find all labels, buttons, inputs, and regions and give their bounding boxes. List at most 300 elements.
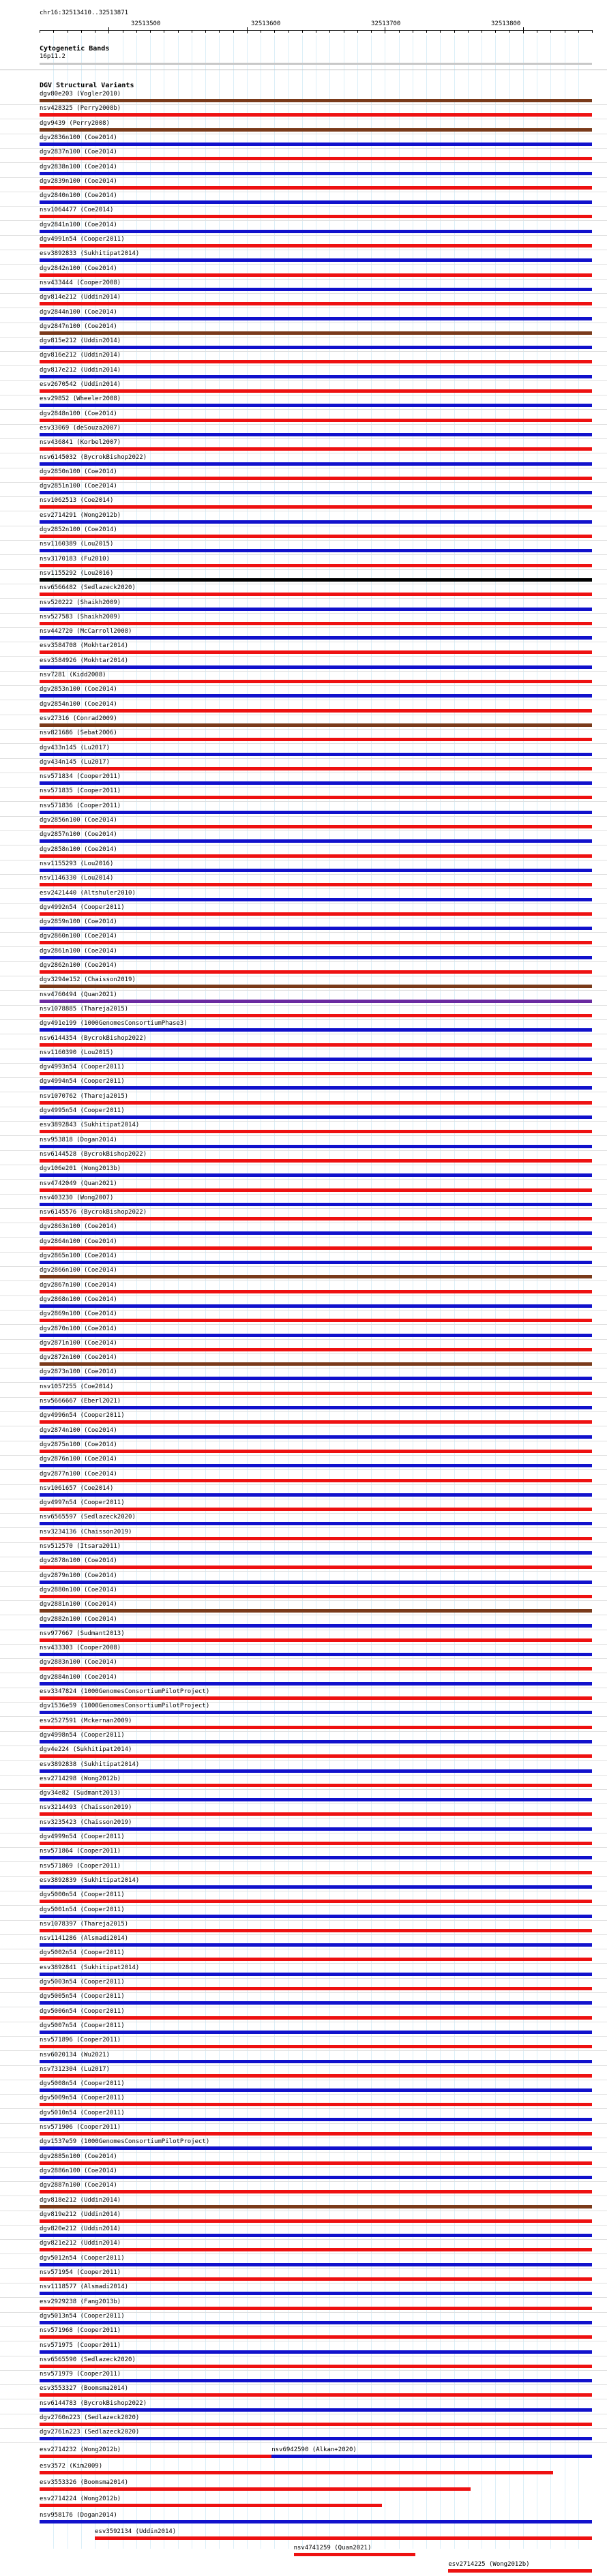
sv-feature[interactable]: [0, 1529, 607, 1544]
sv-feature-label[interactable]: dgv2875n100 (Coe2014): [40, 1441, 117, 1448]
sv-feature[interactable]: [0, 2153, 607, 2168]
sv-feature-bar[interactable]: [40, 128, 592, 132]
sv-feature-label[interactable]: nsv1160389 (Lou2015): [40, 541, 114, 548]
sv-feature[interactable]: [0, 2182, 607, 2197]
sv-feature[interactable]: [0, 2008, 607, 2023]
sv-feature-label[interactable]: dgv433n145 (Lu2017): [40, 744, 110, 751]
sv-feature[interactable]: [0, 1746, 607, 1761]
sv-feature-label[interactable]: dgv2882n100 (Coe2014): [40, 1615, 117, 1623]
sv-feature-label[interactable]: nsv6942590 (Alkan+2020): [271, 2446, 357, 2453]
sv-feature-bar[interactable]: [40, 956, 592, 959]
sv-feature-label[interactable]: dgv9439 (Perry2008): [40, 119, 110, 127]
sv-feature[interactable]: [0, 1891, 607, 1906]
sv-feature-bar[interactable]: [40, 869, 592, 872]
sv-feature-bar[interactable]: [271, 2455, 592, 2458]
sv-feature-label[interactable]: nsv571968 (Cooper2011): [40, 2327, 121, 2335]
sv-feature-label[interactable]: dgv491e199 (1000GenomesConsortiumPhase3): [40, 1020, 188, 1028]
sv-feature-label[interactable]: nsv1141286 (Alsmadi2014): [40, 1935, 129, 1943]
sv-feature-bar[interactable]: [40, 1130, 592, 1133]
sv-feature-label[interactable]: dgv2844n100 (Coe2014): [40, 308, 117, 316]
sv-feature[interactable]: [0, 599, 607, 614]
sv-feature[interactable]: [0, 497, 607, 512]
sv-feature-label[interactable]: dgv819e212 (Uddin2014): [40, 2211, 121, 2218]
sv-feature[interactable]: [0, 686, 607, 701]
sv-feature-label[interactable]: nsv3170183 (Fu2010): [40, 555, 110, 563]
sv-feature[interactable]: [0, 1006, 607, 1021]
band-label[interactable]: 16p11.2: [40, 53, 65, 60]
sv-feature[interactable]: [0, 395, 607, 410]
sv-feature[interactable]: [0, 2283, 607, 2298]
sv-feature-label[interactable]: nsv571906 (Cooper2011): [40, 2124, 121, 2131]
sv-feature-label[interactable]: nsv6565590 (Sedlazeck2020): [40, 2356, 136, 2363]
sv-feature-label[interactable]: nsv4760494 (Quan2021): [40, 991, 117, 998]
sv-feature-bar[interactable]: [448, 2569, 592, 2573]
sv-feature[interactable]: [0, 2298, 607, 2313]
sv-feature-label[interactable]: dgv106e201 (Wong2013b): [40, 1165, 121, 1173]
sv-feature-bar[interactable]: [40, 1537, 592, 1540]
sv-feature-bar[interactable]: [40, 2016, 592, 2020]
sv-feature-bar[interactable]: [40, 1377, 592, 1380]
sv-feature-label[interactable]: dgv2866n100 (Coe2014): [40, 1267, 117, 1274]
sv-feature-bar[interactable]: [40, 1028, 592, 1032]
sv-feature[interactable]: [0, 236, 607, 251]
sv-feature-label[interactable]: dgv5002n54 (Cooper2011): [40, 1949, 125, 1957]
sv-feature-bar[interactable]: [40, 1173, 592, 1177]
sv-feature[interactable]: [0, 105, 607, 120]
sv-feature-label[interactable]: dgv4995n54 (Cooper2011): [40, 1107, 125, 1114]
sv-feature-label[interactable]: nsv571864 (Cooper2011): [40, 1848, 121, 1855]
sv-feature[interactable]: [0, 584, 607, 599]
sv-feature[interactable]: [0, 933, 607, 948]
sv-feature[interactable]: [0, 1412, 607, 1427]
sv-feature-bar[interactable]: [40, 1261, 592, 1264]
sv-feature[interactable]: [0, 773, 607, 788]
sv-feature-bar[interactable]: [40, 1943, 592, 1947]
sv-feature-bar[interactable]: [40, 389, 592, 393]
sv-feature[interactable]: [0, 1238, 607, 1253]
sv-feature-bar[interactable]: [40, 2132, 592, 2136]
sv-feature-bar[interactable]: [40, 1290, 592, 1293]
sv-feature-label[interactable]: dgv2862n100 (Coe2014): [40, 962, 117, 969]
sv-feature-bar[interactable]: [40, 1246, 592, 1250]
sv-feature-label[interactable]: nsv520222 (Shaikh2009): [40, 599, 121, 606]
sv-feature-label[interactable]: esv2421440 (Altshuler2010): [40, 889, 136, 897]
sv-feature[interactable]: [0, 1253, 607, 1268]
sv-feature-label[interactable]: nsv7312304 (Lu2017): [40, 2065, 110, 2073]
sv-feature-label[interactable]: esv27316 (Conrad2009): [40, 715, 117, 722]
sv-feature-bar[interactable]: [40, 1667, 592, 1671]
sv-feature-label[interactable]: esv3553327 (Boomsma2014): [40, 2385, 129, 2393]
sv-feature-label[interactable]: dgv2884n100 (Coe2014): [40, 1673, 117, 1681]
sv-feature[interactable]: [0, 730, 607, 745]
sv-feature-bar[interactable]: [40, 2060, 592, 2063]
sv-feature-bar[interactable]: [40, 1958, 592, 1961]
sv-feature-label[interactable]: nsv6145576 (BycrokBishop2022): [40, 1209, 147, 1216]
sv-feature[interactable]: [0, 817, 607, 832]
sv-feature-bar[interactable]: [40, 622, 592, 625]
sv-feature-bar[interactable]: [40, 1696, 592, 1700]
sv-feature-label[interactable]: dgv2761n223 (Sedlazeck2020): [40, 2429, 140, 2436]
sv-feature-bar[interactable]: [40, 796, 592, 799]
sv-feature-bar[interactable]: [40, 1551, 592, 1555]
sv-feature-label[interactable]: dgv5007n54 (Cooper2011): [40, 2022, 125, 2029]
sv-feature-bar[interactable]: [40, 1086, 592, 1090]
sv-feature-bar[interactable]: [40, 738, 592, 741]
sv-feature[interactable]: [0, 2414, 607, 2429]
sv-feature[interactable]: [0, 1543, 607, 1558]
sv-feature-label[interactable]: nsv1064477 (Coe2014): [40, 207, 114, 214]
sv-feature-label[interactable]: dgv2881n100 (Coe2014): [40, 1601, 117, 1608]
sv-feature-label[interactable]: esv3584708 (Mokhtar2014): [40, 642, 129, 650]
sv-feature[interactable]: [0, 2400, 607, 2415]
sv-feature[interactable]: [0, 1165, 607, 1180]
sv-feature[interactable]: [0, 1485, 607, 1500]
sv-feature-label[interactable]: dgv2887n100 (Coe2014): [40, 2182, 117, 2189]
sv-feature[interactable]: [0, 1848, 607, 1863]
sv-feature[interactable]: [0, 2240, 607, 2255]
sv-feature-bar[interactable]: [40, 2118, 592, 2121]
sv-feature-bar[interactable]: [40, 1231, 592, 1235]
sv-feature[interactable]: [0, 222, 607, 237]
sv-feature[interactable]: [0, 1427, 607, 1442]
sv-feature-label[interactable]: esv3892839 (Sukhitipat2014): [40, 1876, 140, 1884]
sv-feature-label[interactable]: dgv80e203 (Vogler2010): [40, 91, 121, 98]
sv-feature[interactable]: [0, 120, 607, 135]
sv-feature-bar[interactable]: [40, 1754, 592, 1758]
sv-feature[interactable]: [0, 352, 607, 367]
sv-feature-bar[interactable]: [40, 1740, 592, 1743]
sv-feature[interactable]: [0, 164, 607, 179]
sv-feature[interactable]: [0, 338, 607, 353]
sv-feature-bar[interactable]: [40, 520, 592, 524]
sv-feature-bar[interactable]: [40, 593, 592, 596]
sv-feature-label[interactable]: dgv2883n100 (Coe2014): [40, 1659, 117, 1666]
sv-feature[interactable]: [0, 2313, 607, 2328]
sv-feature[interactable]: [0, 1732, 607, 1747]
sv-feature-bar[interactable]: [40, 1798, 592, 1801]
sv-feature-bar[interactable]: [40, 186, 592, 190]
sv-feature[interactable]: [0, 1049, 607, 1064]
sv-feature[interactable]: [0, 1587, 607, 1602]
sv-feature-bar[interactable]: [40, 1392, 592, 1395]
sv-feature-bar[interactable]: [40, 2504, 382, 2507]
sv-feature[interactable]: [0, 657, 607, 672]
sv-feature[interactable]: [0, 1195, 607, 1210]
sv-feature[interactable]: [0, 1557, 607, 1572]
sv-feature[interactable]: [0, 323, 607, 338]
sv-feature-bar[interactable]: [40, 302, 592, 305]
sv-feature[interactable]: [0, 1151, 607, 1166]
sv-feature-bar[interactable]: [40, 767, 592, 770]
sv-feature-bar[interactable]: [40, 1871, 592, 1874]
sv-feature-bar[interactable]: [40, 2292, 592, 2295]
sv-feature-label[interactable]: dgv2854n100 (Coe2014): [40, 700, 117, 708]
sv-feature-bar[interactable]: [40, 2321, 592, 2324]
sv-feature-label[interactable]: dgv2837n100 (Coe2014): [40, 149, 117, 156]
sv-feature[interactable]: [0, 1368, 607, 1383]
sv-feature[interactable]: [0, 570, 607, 585]
sv-feature[interactable]: [0, 890, 607, 905]
sv-feature-bar[interactable]: [40, 1464, 592, 1467]
sv-feature[interactable]: [0, 2269, 607, 2284]
sv-feature-label[interactable]: dgv4991n54 (Cooper2011): [40, 236, 125, 243]
sv-feature[interactable]: [0, 1326, 607, 1341]
sv-feature[interactable]: [0, 2022, 607, 2037]
sv-feature[interactable]: [0, 2327, 607, 2342]
sv-feature-bar[interactable]: [40, 1115, 592, 1119]
sv-feature[interactable]: [0, 1078, 607, 1093]
sv-feature-label[interactable]: dgv2873n100 (Coe2014): [40, 1368, 117, 1376]
sv-feature[interactable]: [0, 1659, 607, 1674]
sv-feature-bar[interactable]: [40, 375, 592, 378]
sv-feature[interactable]: [0, 1020, 607, 1035]
sv-feature-bar[interactable]: [40, 2031, 592, 2034]
sv-feature-bar[interactable]: [40, 1900, 592, 1903]
sv-feature[interactable]: [0, 2356, 607, 2371]
sv-feature-label[interactable]: dgv2864n100 (Coe2014): [40, 1238, 117, 1245]
sv-feature[interactable]: [0, 614, 607, 629]
sv-feature[interactable]: [0, 1514, 607, 1529]
sv-feature[interactable]: [0, 948, 607, 963]
sv-feature-bar[interactable]: [40, 970, 592, 974]
sv-feature[interactable]: [0, 2066, 607, 2081]
sv-feature-label[interactable]: nsv433303 (Cooper2008): [40, 1645, 121, 1652]
sv-feature[interactable]: [0, 715, 607, 730]
sv-feature-bar[interactable]: [40, 2248, 592, 2251]
sv-feature[interactable]: [0, 1863, 607, 1878]
sv-feature[interactable]: [0, 134, 607, 149]
sv-feature[interactable]: [0, 1979, 607, 1994]
sv-feature-bar[interactable]: [40, 215, 592, 218]
sv-feature-bar[interactable]: [40, 549, 592, 552]
sv-feature-label[interactable]: dgv4997n54 (Cooper2011): [40, 1499, 125, 1507]
sv-feature[interactable]: [0, 178, 607, 193]
sv-feature-label[interactable]: dgv2868n100 (Coe2014): [40, 1296, 117, 1303]
sv-feature-bar[interactable]: [95, 2536, 592, 2540]
sv-feature[interactable]: [0, 1209, 607, 1224]
sv-feature-label[interactable]: esv3553326 (Boomsma2014): [40, 2478, 129, 2486]
sv-feature-label[interactable]: dgv4e224 (Sukhitipat2014): [40, 1746, 132, 1754]
sv-feature[interactable]: [0, 745, 607, 760]
sv-feature-bar[interactable]: [40, 2520, 592, 2523]
sv-feature[interactable]: [0, 439, 607, 454]
sv-feature-bar[interactable]: [40, 1203, 592, 1206]
sv-feature-bar[interactable]: [40, 564, 592, 567]
sv-feature-bar[interactable]: [40, 2161, 592, 2165]
sv-feature-bar[interactable]: [40, 99, 592, 102]
sv-feature[interactable]: [0, 2197, 607, 2212]
sv-feature-bar[interactable]: [40, 317, 592, 320]
sv-feature-label[interactable]: dgv2878n100 (Coe2014): [40, 1557, 117, 1565]
sv-feature-label[interactable]: dgv2857n100 (Coe2014): [40, 831, 117, 839]
sv-feature-bar[interactable]: [40, 1145, 592, 1148]
sv-feature-bar[interactable]: [40, 331, 592, 335]
sv-feature[interactable]: [0, 1354, 607, 1369]
sv-feature-bar[interactable]: [40, 1101, 592, 1105]
sv-feature-label[interactable]: esv2714225 (Wong2012b): [448, 2560, 530, 2568]
sv-feature-label[interactable]: nsv6144528 (BycrokBishop2022): [40, 1150, 147, 1158]
sv-feature-label[interactable]: dgv1536e59 (1000GenomesConsortiumPilotProject): [40, 1703, 210, 1710]
sv-feature[interactable]: [0, 250, 607, 265]
sv-feature-label[interactable]: dgv2852n100 (Coe2014): [40, 526, 117, 533]
sv-feature-label[interactable]: dgv2879n100 (Coe2014): [40, 1572, 117, 1579]
sv-feature[interactable]: [0, 1921, 607, 1936]
sv-feature-label[interactable]: nsv3235423 (Chaisson2019): [40, 1818, 132, 1826]
sv-feature[interactable]: [0, 1456, 607, 1471]
sv-feature[interactable]: [0, 2226, 607, 2241]
sv-feature-bar[interactable]: [40, 1435, 592, 1439]
sv-feature[interactable]: [0, 1993, 607, 2008]
sv-feature-label[interactable]: dgv2839n100 (Coe2014): [40, 177, 117, 185]
sv-feature[interactable]: [0, 2052, 607, 2067]
sv-feature-label[interactable]: esv3584926 (Mokhtar2014): [40, 657, 129, 664]
sv-feature-label[interactable]: nsv977667 (Sudmant2013): [40, 1630, 125, 1637]
sv-feature-bar[interactable]: [40, 113, 592, 117]
sv-feature-bar[interactable]: [40, 1929, 592, 1932]
sv-feature[interactable]: [0, 831, 607, 846]
sv-feature-bar[interactable]: [40, 941, 592, 944]
sv-feature-label[interactable]: esv2670542 (Uddin2014): [40, 381, 121, 388]
sv-feature[interactable]: [0, 2429, 607, 2444]
sv-feature-bar[interactable]: [40, 2350, 592, 2354]
sv-feature-bar[interactable]: [40, 636, 592, 640]
sv-feature-bar[interactable]: [40, 665, 592, 669]
sv-feature-label[interactable]: nsv433444 (Cooper2008): [40, 279, 121, 286]
sv-feature-bar[interactable]: [40, 2219, 592, 2223]
sv-feature-bar[interactable]: [40, 985, 592, 988]
sv-feature-label[interactable]: dgv5000n54 (Cooper2011): [40, 1891, 125, 1899]
sv-feature[interactable]: [0, 846, 607, 861]
sv-feature-bar[interactable]: [40, 2277, 592, 2281]
sv-feature-bar[interactable]: [40, 1522, 592, 1525]
sv-feature-bar[interactable]: [40, 2423, 592, 2426]
sv-feature-label[interactable]: dgv2838n100 (Coe2014): [40, 163, 117, 170]
sv-feature[interactable]: [0, 1107, 607, 1122]
sv-feature-bar[interactable]: [40, 2146, 592, 2150]
sv-feature[interactable]: [0, 701, 607, 716]
sv-feature-bar[interactable]: [40, 462, 592, 466]
sv-feature[interactable]: [0, 1964, 607, 1979]
sv-feature-bar[interactable]: [40, 1595, 592, 1598]
sv-feature-bar[interactable]: [40, 1319, 592, 1322]
sv-feature[interactable]: [0, 2110, 607, 2125]
sv-feature-label[interactable]: dgv2874n100 (Coe2014): [40, 1426, 117, 1434]
sv-feature-label[interactable]: nsv1155292 (Lou2016): [40, 569, 114, 577]
sv-feature-label[interactable]: nsv571869 (Cooper2011): [40, 1862, 121, 1870]
sv-feature-bar[interactable]: [40, 1987, 592, 1990]
sv-feature[interactable]: [0, 642, 607, 657]
sv-feature-bar[interactable]: [40, 1000, 592, 1003]
sv-feature[interactable]: [0, 2211, 607, 2226]
sv-feature-label[interactable]: dgv2870n100 (Coe2014): [40, 1325, 117, 1332]
sv-feature-bar[interactable]: [40, 811, 592, 814]
sv-feature[interactable]: [0, 280, 607, 295]
sv-feature[interactable]: [0, 1499, 607, 1514]
sv-feature-bar[interactable]: [40, 404, 592, 407]
sv-feature-bar[interactable]: [40, 927, 592, 930]
sv-feature-label[interactable]: dgv5013n54 (Cooper2011): [40, 2312, 125, 2320]
sv-feature-label[interactable]: nsv821686 (Sebat2006): [40, 730, 117, 737]
sv-feature-bar[interactable]: [40, 1493, 592, 1497]
sv-feature-label[interactable]: dgv2836n100 (Coe2014): [40, 134, 117, 141]
sv-feature-bar[interactable]: [40, 1159, 592, 1163]
sv-feature[interactable]: [0, 1804, 607, 1819]
sv-feature-label[interactable]: nsv5666667 (Eberl2021): [40, 1398, 121, 1405]
sv-feature-label[interactable]: dgv818e212 (Uddin2014): [40, 2196, 121, 2204]
sv-feature-label[interactable]: dgv4994n54 (Cooper2011): [40, 1078, 125, 1085]
sv-feature-bar[interactable]: [40, 1885, 592, 1889]
sv-feature-bar[interactable]: [40, 781, 592, 785]
sv-feature-label[interactable]: nsv428325 (Perry2008b): [40, 105, 121, 113]
cytoband-bar[interactable]: [40, 63, 592, 65]
sv-feature[interactable]: [0, 2371, 607, 2386]
sv-feature-label[interactable]: dgv2863n100 (Coe2014): [40, 1223, 117, 1231]
sv-feature-label[interactable]: nsv571896 (Cooper2011): [40, 2037, 121, 2044]
sv-feature-label[interactable]: dgv2859n100 (Coe2014): [40, 918, 117, 926]
sv-feature-bar[interactable]: [40, 346, 592, 349]
sv-feature[interactable]: [0, 2037, 607, 2052]
sv-feature-bar[interactable]: [40, 2408, 592, 2412]
sv-feature-label[interactable]: dgv2871n100 (Coe2014): [40, 1339, 117, 1347]
sv-feature-bar[interactable]: [40, 825, 592, 828]
sv-feature-label[interactable]: dgv2841n100 (Coe2014): [40, 221, 117, 228]
sv-feature-bar[interactable]: [40, 505, 592, 509]
sv-feature-bar[interactable]: [40, 1508, 592, 1511]
sv-feature-label[interactable]: dgv2860n100 (Coe2014): [40, 933, 117, 940]
sv-feature[interactable]: [0, 454, 607, 469]
sv-feature-bar[interactable]: [40, 447, 592, 451]
sv-feature-label[interactable]: nsv1061657 (Coe2014): [40, 1484, 114, 1492]
sv-feature-bar[interactable]: [40, 1420, 592, 1424]
sv-feature-label[interactable]: dgv5010n54 (Cooper2011): [40, 2109, 125, 2116]
sv-feature-bar[interactable]: [40, 1304, 592, 1308]
sv-feature-label[interactable]: dgv34e82 (Sudmant2013): [40, 1790, 121, 1797]
sv-feature[interactable]: [0, 294, 607, 309]
sv-feature-bar[interactable]: [40, 1058, 592, 1061]
sv-feature[interactable]: [0, 483, 607, 498]
sv-feature-label[interactable]: dgv4996n54 (Cooper2011): [40, 1412, 125, 1420]
sv-feature-bar[interactable]: [40, 230, 592, 233]
sv-feature[interactable]: [0, 962, 607, 977]
sv-feature-bar[interactable]: [40, 1682, 592, 1686]
sv-feature[interactable]: [0, 526, 607, 541]
sv-feature[interactable]: [0, 512, 607, 527]
sv-feature-label[interactable]: dgv2872n100 (Coe2014): [40, 1354, 117, 1362]
sv-feature-label[interactable]: nsv3234136 (Chaisson2019): [40, 1528, 132, 1536]
sv-feature-label[interactable]: dgv2886n100 (Coe2014): [40, 2167, 117, 2174]
sv-feature[interactable]: [0, 1383, 607, 1398]
sv-feature-label[interactable]: dgv814e212 (Uddin2014): [40, 294, 121, 301]
sv-feature[interactable]: [0, 192, 607, 207]
sv-feature-label[interactable]: nsv4742049 (Quan2021): [40, 1180, 117, 1187]
sv-feature-label[interactable]: esv3347824 (1000GenomesConsortiumPilotProject): [40, 1688, 210, 1695]
sv-feature-bar[interactable]: [40, 2263, 592, 2266]
sv-feature-label[interactable]: dgv5005n54 (Cooper2011): [40, 1993, 125, 2001]
sv-feature-label[interactable]: dgv5001n54 (Cooper2011): [40, 1906, 125, 1913]
sv-feature-label[interactable]: nsv6145032 (BycrokBishop2022): [40, 453, 147, 461]
sv-feature[interactable]: [0, 91, 607, 106]
sv-feature[interactable]: [0, 1601, 607, 1616]
sv-feature[interactable]: [0, 2138, 607, 2153]
sv-feature[interactable]: [0, 2255, 607, 2270]
sv-feature-bar[interactable]: [40, 143, 592, 146]
sv-feature-bar[interactable]: [40, 753, 592, 756]
sv-feature-label[interactable]: dgv2840n100 (Coe2014): [40, 192, 117, 200]
sv-feature-label[interactable]: dgv817e212 (Uddin2014): [40, 366, 121, 374]
sv-feature[interactable]: [0, 1471, 607, 1486]
sv-feature-bar[interactable]: [40, 273, 592, 277]
sv-feature-label[interactable]: esv33069 (deSouza2007): [40, 424, 121, 432]
